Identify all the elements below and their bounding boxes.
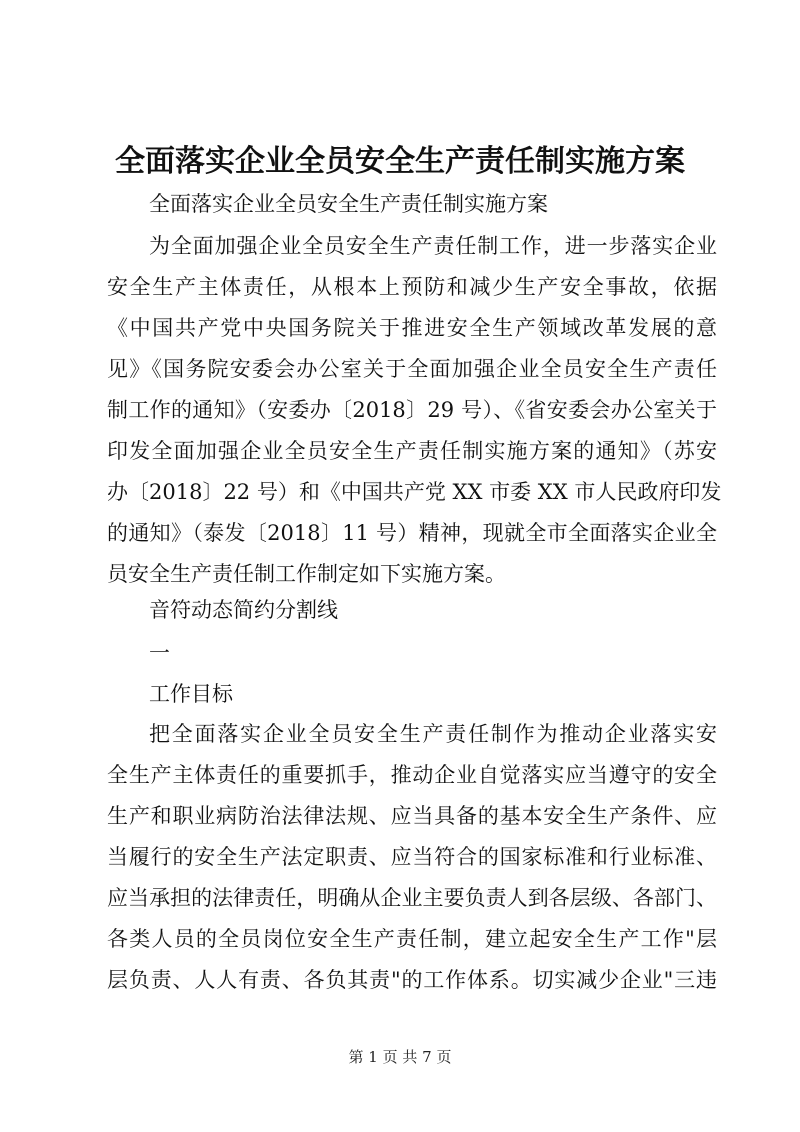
intro-line: 为全面加强企业全员安全生产责任制工作，进一步落实企业 [149, 234, 717, 258]
goal-line: 应当承担的法律责任，明确从企业主要负责人到各层级、各部门、 [107, 886, 717, 910]
intro-line: 《中国共产党中央国务院关于推进安全生产领域改革发展的意 [107, 316, 717, 340]
document-title: 全面落实企业全员安全生产责任制实施方案 [115, 144, 685, 179]
section-heading: 工作目标 [149, 682, 233, 706]
document-subtitle: 全面落实企业全员安全生产责任制实施方案 [149, 192, 548, 216]
section-number: 一 [149, 641, 170, 665]
goal-paragraph [107, 714, 717, 1001]
intro-paragraph [107, 226, 722, 595]
intro-line: 制工作的通知》（安委办〔2018〕29 号）、《省安委会办公室关于 [107, 398, 717, 422]
intro-line: 办〔2018〕22 号）和《中国共产党 XX 市委 XX 市人民政府印发 [107, 480, 722, 504]
goal-line: 各类人员的全员岗位安全生产责任制，建立起安全生产工作"层 [107, 927, 717, 951]
intro-line: 见》《国务院安委会办公室关于全面加强企业全员安全生产责任 [107, 357, 717, 381]
intro-line: 员安全生产责任制工作制定如下实施方案。 [107, 562, 506, 586]
goal-line: 把全面落实企业全员安全生产责任制作为推动企业落实安 [149, 722, 717, 746]
intro-line: 安全生产主体责任，从根本上预防和减少生产安全事故，依据 [107, 275, 717, 299]
page-footer: 第 1 页 共 7 页 [348, 1048, 452, 1066]
goal-line: 当履行的安全生产法定职责、应当符合的国家标准和行业标准、 [107, 845, 717, 869]
intro-line: 印发全面加强企业全员安全生产责任制实施方案的通知》（苏安 [107, 439, 717, 463]
intro-line: 的通知》（泰发〔2018〕11 号）精神，现就全市全面落实企业全 [107, 521, 717, 545]
goal-line: 全生产主体责任的重要抓手，推动企业自觉落实应当遵守的安全 [107, 763, 717, 787]
divider-label: 音符动态简约分割线 [149, 598, 338, 622]
goal-line: 层负责、人人有责、各负其责"的工作体系。切实减少企业"三违 [107, 968, 717, 992]
goal-line: 生产和职业病防治法律法规、应当具备的基本安全生产条件、应 [107, 804, 717, 828]
